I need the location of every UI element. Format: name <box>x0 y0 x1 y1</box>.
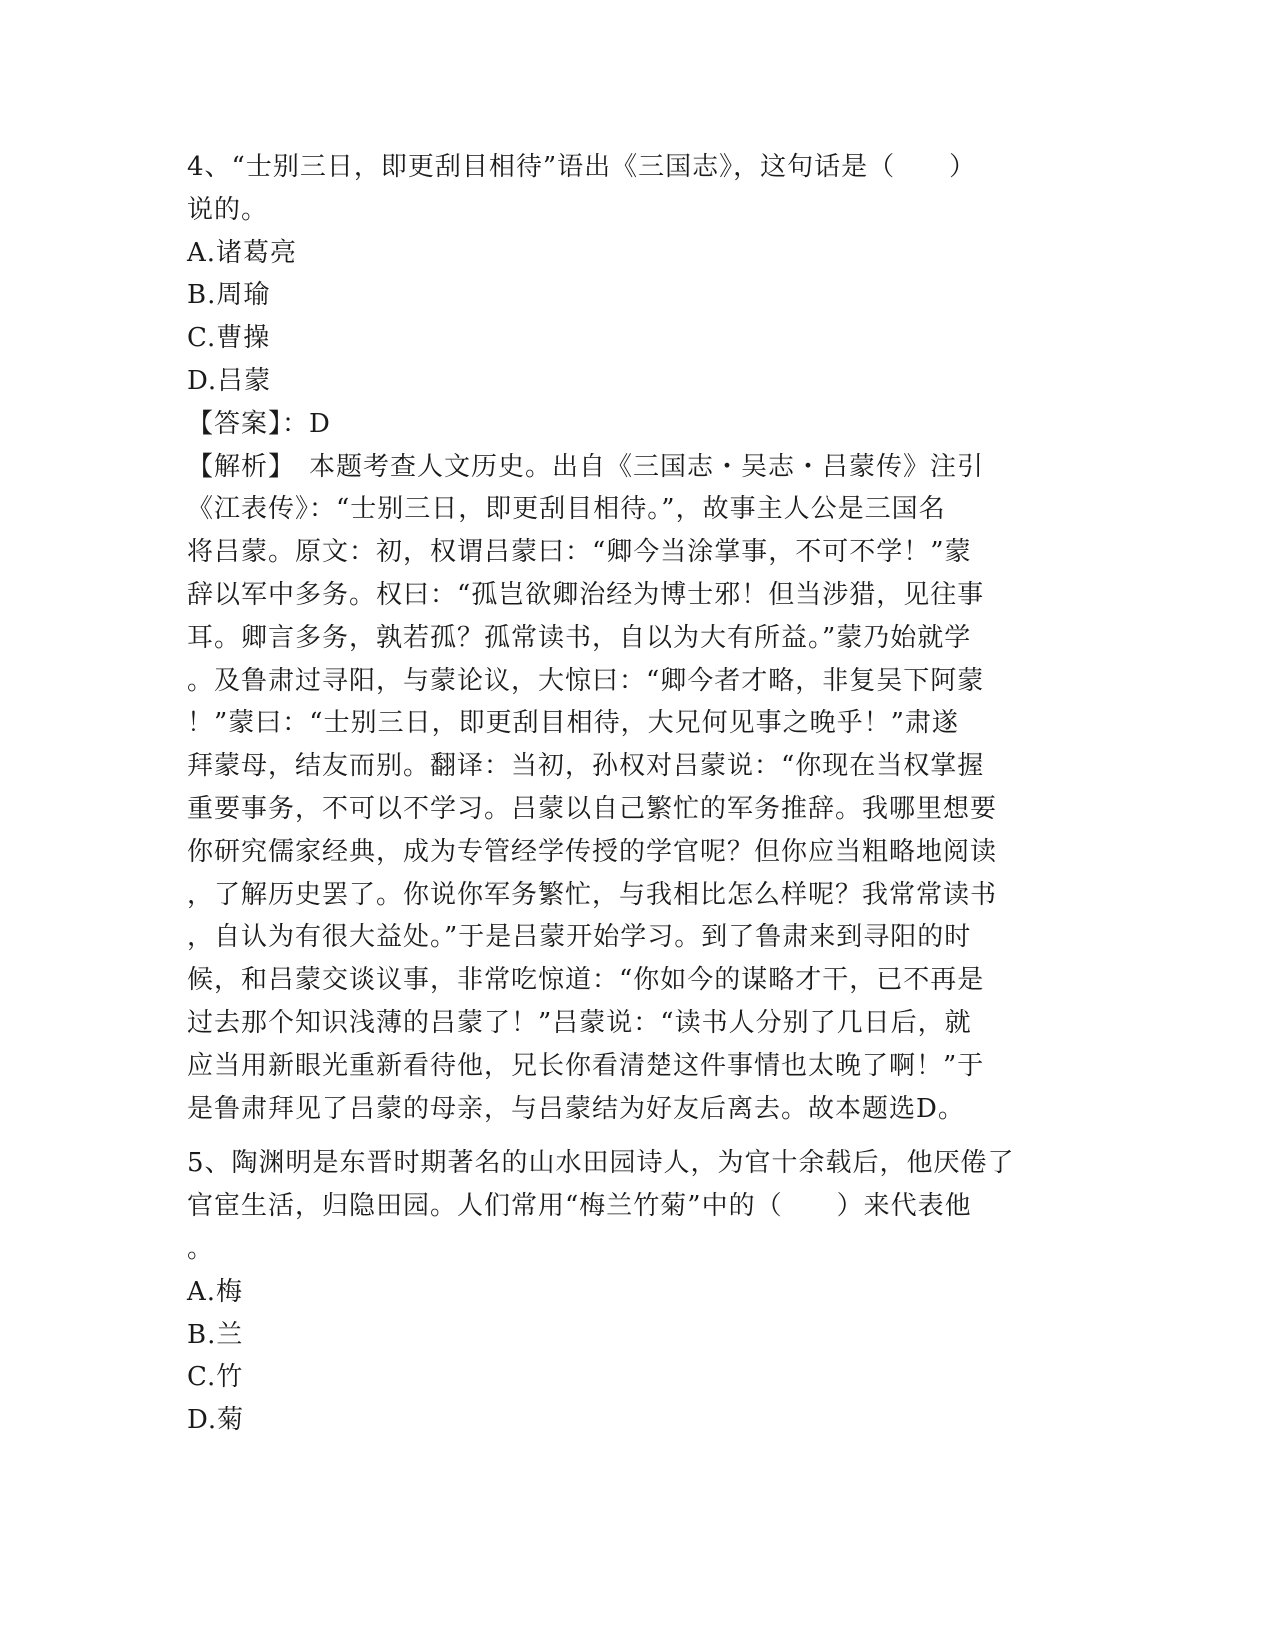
analysis-line: 《江表传》：“士别三日，即更刮目相待。”，故事主人公是三国名 <box>187 494 946 525</box>
question-stem-line: 官宦生活，归隐田园。人们常用“梅兰竹菊”中的（ ）来代表他 <box>187 1191 972 1222</box>
analysis-line: 候，和吕蒙交谈议事，非常吃惊道：“你如今的谋略才干，已不再是 <box>187 965 985 996</box>
question-spacer <box>187 1130 1067 1142</box>
analysis-line: 将吕蒙。原文：初，权谓吕蒙曰：“卿今当涂掌事，不可不学！”蒙 <box>187 537 972 568</box>
question-stem-line: 。 <box>187 1233 215 1264</box>
option-d: D.菊 <box>187 1405 245 1436</box>
answer-line: 【答案】：D <box>187 408 331 439</box>
question-5 <box>187 1142 1067 1442</box>
analysis-line: 重要事务，不可以不学习。吕蒙以自己繁忙的军务推辞。我哪里想要 <box>187 793 998 824</box>
analysis-line: 应当用新眼光重新看待他，兄长你看清楚这件事情也太晚了啊！”于 <box>187 1050 985 1081</box>
option-d: D.吕蒙 <box>187 365 272 396</box>
option-a: A.诸葛亮 <box>187 237 298 268</box>
question-stem-line: 4、“士别三日，即更刮目相待”语出《三国志》，这句话是（ ） <box>187 152 977 182</box>
question-stem-line: 说的。 <box>187 194 269 225</box>
option-a: A.梅 <box>187 1276 244 1307</box>
analysis-line: 是鲁肃拜见了吕蒙的母亲，与吕蒙结为好友后离去。故本题选D。 <box>187 1093 965 1124</box>
analysis-line: ！”蒙曰：“士别三日，即更刮目相待，大兄何见事之晚乎！”肃遂 <box>187 708 959 739</box>
document-page <box>187 146 1067 1442</box>
analysis-line: 你研究儒家经典，成为专管经学传授的学官呢？但你应当粗略地阅读 <box>187 836 998 867</box>
analysis-line: ，了解历史罢了。你说你军务繁忙，与我相比怎么样呢？我常常读书 <box>187 879 998 910</box>
question-stem-line: 5、陶渊明是东晋时期著名的山水田园诗人，为官十余载后，他厌倦了 <box>187 1148 1015 1179</box>
option-b: B.兰 <box>187 1319 244 1350</box>
analysis-line: 辞以军中多务。权曰：“孤岂欲卿治经为博士邪！但当涉猎，见往事 <box>187 579 985 610</box>
option-c: C.曹操 <box>187 323 271 354</box>
option-b: B.周瑜 <box>187 280 271 311</box>
analysis-block <box>187 446 1067 1131</box>
question-4 <box>187 146 1067 1130</box>
analysis-line: 耳。卿言多务，孰若孤？孤常读书，自以为大有所益。”蒙乃始就学 <box>187 622 972 653</box>
analysis-line: ，自认为有很大益处。”于是吕蒙开始学习。到了鲁肃来到寻阳的时 <box>187 922 972 953</box>
option-c: C.竹 <box>187 1362 244 1393</box>
analysis-line: 。及鲁肃过寻阳，与蒙论议，大惊曰：“卿今者才略，非复吴下阿蒙 <box>187 665 985 696</box>
analysis-line: 拜蒙母，结友而别。翻译：当初，孙权对吕蒙说：“你现在当权掌握 <box>187 751 985 782</box>
analysis-line: 过去那个知识浅薄的吕蒙了！”吕蒙说：“读书人分别了几日后，就 <box>187 1007 972 1038</box>
analysis-line: 【解析】 本题考查人文历史。出自《三国志・吴志・吕蒙传》注引 <box>187 451 985 482</box>
